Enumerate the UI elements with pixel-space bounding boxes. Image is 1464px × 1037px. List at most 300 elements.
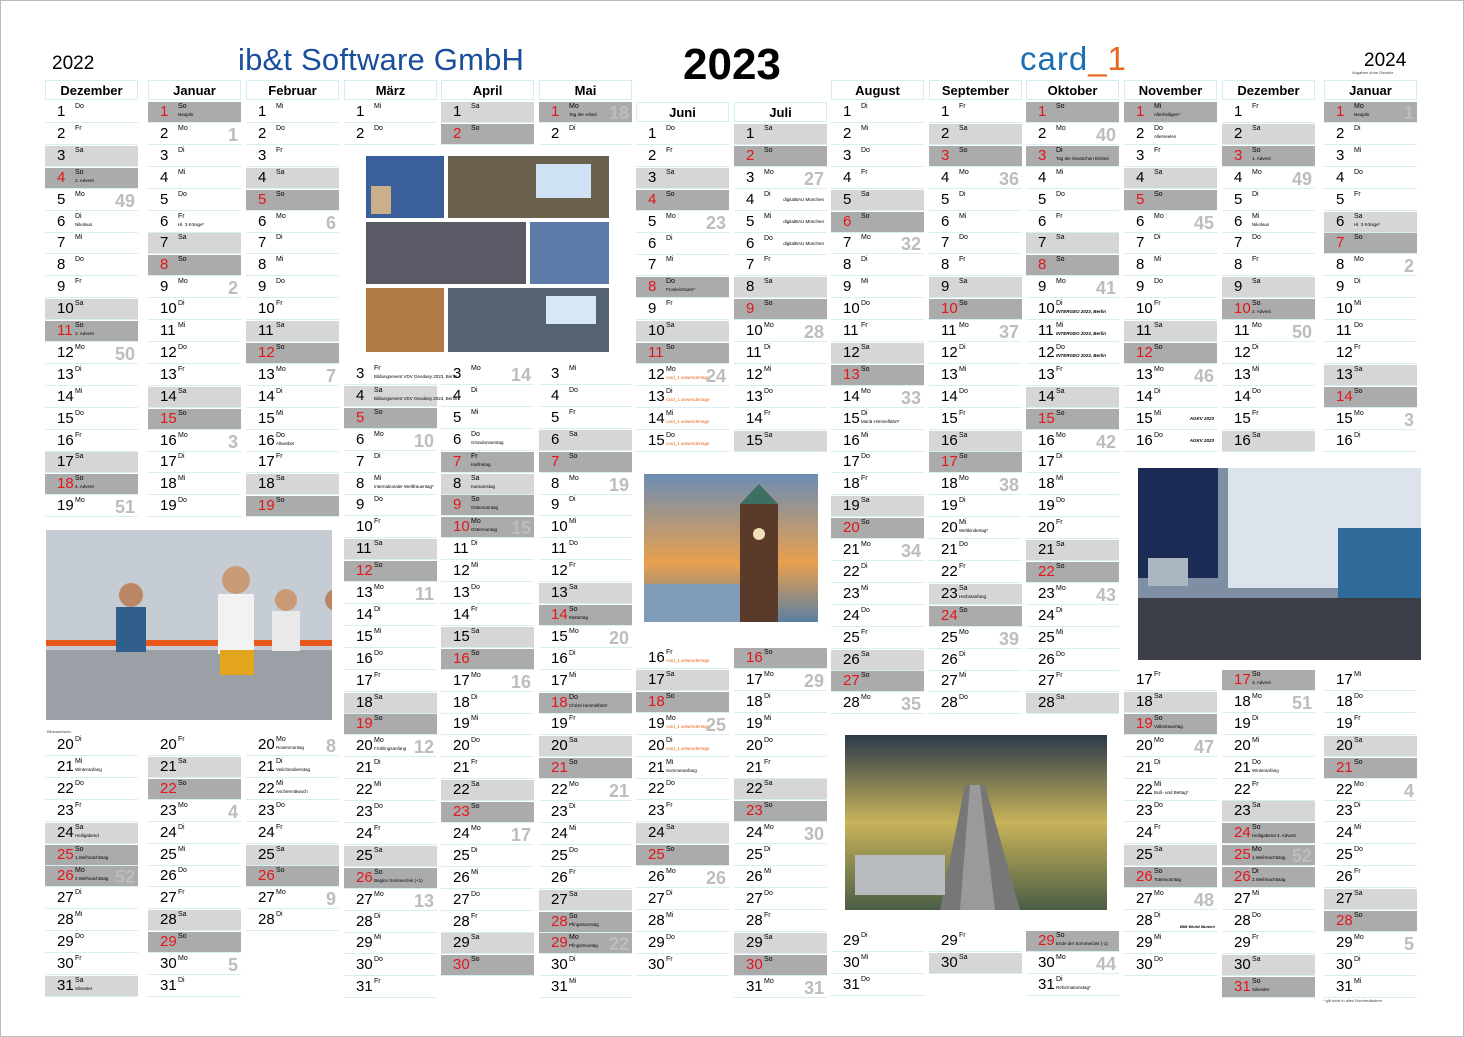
card1-logo-suffix: _1 bbox=[1088, 40, 1127, 77]
day-number: 10 bbox=[551, 518, 568, 536]
day-row bbox=[1324, 867, 1417, 888]
day-row bbox=[929, 584, 1022, 605]
day-row bbox=[45, 321, 138, 342]
day-number: 30 bbox=[1038, 953, 1055, 971]
weekday: Mo bbox=[959, 475, 969, 483]
day-row bbox=[344, 495, 437, 516]
day-number: 15 bbox=[843, 409, 860, 427]
weekday: Fr bbox=[178, 889, 185, 897]
day-row bbox=[831, 474, 924, 495]
day-row bbox=[929, 190, 1022, 211]
card1-logo-main: card bbox=[1020, 40, 1089, 77]
day-number: 14 bbox=[648, 409, 665, 427]
weekday: Sa bbox=[1354, 890, 1363, 897]
weekday: Fr bbox=[1056, 212, 1063, 220]
weekday: Di bbox=[178, 453, 185, 461]
day-row bbox=[344, 474, 437, 495]
day-row bbox=[246, 124, 339, 145]
day-number: 21 bbox=[648, 758, 665, 776]
day-note: AGKV 2023 bbox=[1189, 437, 1214, 443]
day-number: 27 bbox=[746, 889, 763, 907]
day-number: 13 bbox=[1234, 365, 1251, 383]
week-number: 37 bbox=[998, 322, 1019, 342]
day-row bbox=[1026, 628, 1119, 649]
day-number: 12 bbox=[453, 562, 470, 580]
weekday: Fr bbox=[276, 823, 283, 831]
weekday: Fr bbox=[1252, 409, 1259, 417]
weekday: Do bbox=[471, 890, 480, 898]
day-number: 13 bbox=[1038, 365, 1055, 383]
weekday: Fr bbox=[471, 452, 478, 460]
weekday: So bbox=[569, 452, 578, 460]
day-row bbox=[148, 735, 241, 756]
weekday: Di bbox=[959, 343, 966, 351]
day-row bbox=[1324, 190, 1417, 211]
day-number: 8 bbox=[57, 256, 66, 274]
day-note: Winteranfang bbox=[75, 766, 102, 772]
day-row bbox=[539, 671, 632, 692]
day-number: 31 bbox=[1336, 977, 1353, 995]
day-row bbox=[1222, 889, 1315, 910]
day-number: 12 bbox=[1234, 343, 1251, 361]
day-row bbox=[636, 234, 729, 255]
weekday: Fr bbox=[374, 978, 381, 986]
weekday: Do bbox=[1154, 955, 1163, 963]
day-row bbox=[539, 780, 632, 801]
day-row bbox=[734, 168, 827, 189]
day-number: 1 bbox=[746, 125, 755, 142]
weekday: Do bbox=[1056, 190, 1065, 198]
weekday: Fr bbox=[75, 955, 82, 962]
day-row bbox=[539, 430, 632, 451]
weekday: So bbox=[861, 672, 870, 680]
week-number: 28 bbox=[803, 322, 824, 343]
day-number: 9 bbox=[1336, 278, 1345, 296]
weekday: Mi bbox=[666, 911, 674, 919]
day-number: 11 bbox=[57, 322, 73, 339]
weekday: Fr bbox=[1056, 519, 1063, 527]
weekday: Di bbox=[276, 757, 283, 765]
day-number: 4 bbox=[258, 168, 267, 186]
day-row bbox=[344, 714, 437, 735]
day-number: 20 bbox=[160, 736, 177, 753]
day-note: digitalBAU München bbox=[783, 240, 824, 246]
day-number: 10 bbox=[1038, 300, 1055, 318]
day-row bbox=[734, 146, 827, 167]
weekday: So bbox=[959, 300, 968, 308]
day-row bbox=[539, 102, 632, 123]
day-number: 23 bbox=[258, 801, 275, 819]
day-row bbox=[344, 539, 437, 560]
weekday: Sa bbox=[178, 387, 187, 395]
day-number: 6 bbox=[356, 430, 365, 448]
day-row bbox=[1222, 801, 1315, 822]
day-number: 18 bbox=[1234, 692, 1251, 710]
day-note: INTERGEO 2023, Berlin bbox=[1056, 309, 1107, 315]
day-row bbox=[539, 408, 632, 429]
day-row bbox=[45, 365, 138, 386]
day-note: Allerseelen bbox=[1154, 133, 1177, 139]
weekday: So bbox=[861, 365, 870, 373]
day-row bbox=[1026, 233, 1119, 254]
weekday: Mi bbox=[1354, 824, 1362, 832]
week-number: 47 bbox=[1193, 736, 1214, 757]
weekday: Mo bbox=[569, 103, 579, 110]
weekday: Di bbox=[1056, 975, 1063, 983]
day-row bbox=[539, 933, 632, 954]
day-row bbox=[1026, 540, 1119, 561]
day-number: 9 bbox=[1234, 278, 1243, 296]
day-number: 7 bbox=[57, 234, 66, 252]
weekday: Sa bbox=[764, 278, 773, 286]
day-number: 2 bbox=[551, 124, 560, 142]
day-number: 3 bbox=[941, 146, 950, 164]
weekday: So bbox=[1354, 387, 1363, 395]
day-number: 20 bbox=[57, 736, 74, 753]
weekday: Di bbox=[471, 540, 478, 548]
day-row bbox=[344, 102, 437, 123]
day-number: 1 bbox=[356, 103, 365, 120]
day-row bbox=[246, 212, 339, 233]
day-row bbox=[1026, 212, 1119, 233]
weekday: So bbox=[1056, 932, 1065, 939]
weekday: Do bbox=[959, 694, 968, 702]
weekday: Sa bbox=[1154, 322, 1163, 329]
day-number: 29 bbox=[746, 933, 763, 951]
weekday: Sa bbox=[75, 976, 84, 984]
day-number: 24 bbox=[648, 824, 665, 842]
day-number: 22 bbox=[941, 562, 958, 580]
day-row bbox=[45, 801, 138, 822]
weekday: Mo bbox=[861, 694, 871, 702]
day-number: 23 bbox=[1234, 802, 1251, 820]
weekday: Sa bbox=[1154, 168, 1163, 176]
day-row bbox=[539, 386, 632, 407]
day-number: 19 bbox=[648, 714, 665, 732]
day-row bbox=[734, 758, 827, 779]
weekday: Do bbox=[666, 933, 675, 941]
day-number: 27 bbox=[648, 889, 665, 907]
day-number: 28 bbox=[1136, 911, 1153, 929]
day-row bbox=[1026, 190, 1119, 211]
day-number: 14 bbox=[453, 605, 470, 623]
day-row bbox=[831, 277, 924, 298]
weekday: Do bbox=[861, 606, 870, 614]
day-number: 20 bbox=[843, 519, 860, 537]
day-row bbox=[1324, 277, 1417, 298]
day-number: 13 bbox=[1336, 365, 1353, 383]
day-number: 21 bbox=[843, 541, 860, 558]
day-row bbox=[539, 977, 632, 998]
day-row bbox=[929, 299, 1022, 320]
marathon-runners-photo bbox=[46, 530, 332, 720]
day-number: 19 bbox=[1336, 714, 1353, 732]
weekday: Mi bbox=[861, 953, 869, 961]
weekday: Di bbox=[75, 736, 82, 743]
weekday: Do bbox=[764, 889, 773, 897]
day-row bbox=[246, 496, 339, 517]
weekday: Mo bbox=[276, 736, 286, 743]
day-number: 1 bbox=[1336, 103, 1345, 120]
weekday: Sa bbox=[1154, 692, 1163, 700]
day-number: 6 bbox=[843, 212, 852, 230]
day-number: 28 bbox=[1336, 911, 1353, 929]
weekday: Di bbox=[1154, 911, 1161, 919]
day-row bbox=[734, 234, 827, 255]
day-row bbox=[734, 779, 827, 800]
day-number: 2 bbox=[1038, 124, 1047, 142]
day-number: 16 bbox=[1038, 431, 1055, 449]
weekday: Mo bbox=[1354, 780, 1364, 788]
day-note: Muttertag bbox=[569, 614, 589, 620]
day-row bbox=[539, 605, 632, 626]
week-number: 20 bbox=[608, 627, 629, 648]
week-number: 1 bbox=[227, 124, 238, 145]
weekday: Sa bbox=[471, 781, 480, 789]
day-row bbox=[1124, 365, 1217, 386]
day-row bbox=[45, 299, 138, 320]
weekday: Mo bbox=[374, 890, 384, 898]
weekday: Sa bbox=[1252, 955, 1261, 963]
footnote: * gilt nicht in allen Bundesländern bbox=[1323, 998, 1383, 1003]
day-number: 26 bbox=[1234, 868, 1251, 886]
day-row bbox=[45, 823, 138, 844]
day-row bbox=[45, 888, 138, 909]
week-number: 3 bbox=[227, 431, 238, 452]
day-row bbox=[734, 823, 827, 844]
day-row bbox=[636, 124, 729, 145]
weekday: Fr bbox=[861, 475, 868, 483]
weekday: So bbox=[569, 605, 578, 613]
day-number: 4 bbox=[453, 386, 462, 404]
day-number: 12 bbox=[57, 343, 74, 361]
day-number: 17 bbox=[1336, 671, 1353, 688]
day-number: 10 bbox=[453, 518, 470, 536]
day-row bbox=[344, 671, 437, 692]
weekday: So bbox=[861, 212, 870, 220]
weekday: Mi bbox=[178, 475, 186, 483]
day-row bbox=[1124, 692, 1217, 713]
weekday: Di bbox=[569, 649, 576, 657]
weekday: Mi bbox=[666, 409, 674, 417]
day-number: 14 bbox=[941, 387, 958, 405]
day-row bbox=[1026, 693, 1119, 714]
day-row bbox=[929, 931, 1022, 952]
day-number: 5 bbox=[160, 190, 169, 208]
day-row bbox=[441, 890, 534, 911]
day-row bbox=[148, 146, 241, 167]
weekday: Do bbox=[374, 803, 383, 810]
day-row bbox=[1324, 299, 1417, 320]
month-name: November bbox=[1124, 80, 1217, 100]
day-number: 16 bbox=[746, 649, 763, 666]
day-number: 10 bbox=[57, 300, 74, 318]
weekday: So bbox=[1056, 103, 1065, 110]
day-row bbox=[929, 233, 1022, 254]
day-row bbox=[441, 802, 534, 823]
day-note: Neujahr bbox=[178, 112, 194, 117]
day-number: 27 bbox=[160, 889, 177, 907]
day-row bbox=[539, 627, 632, 648]
weekday: Mi bbox=[276, 779, 284, 787]
day-row bbox=[344, 627, 437, 648]
day-number: 28 bbox=[746, 911, 763, 929]
weekday: Mi bbox=[276, 409, 284, 417]
day-note: Nikolaus bbox=[75, 221, 93, 227]
day-row bbox=[734, 387, 827, 408]
weekday: So bbox=[178, 933, 187, 941]
weekday: Mi bbox=[1252, 212, 1260, 220]
day-row bbox=[148, 496, 241, 517]
day-number: 17 bbox=[1234, 671, 1251, 688]
weekday: Sa bbox=[1252, 124, 1261, 132]
day-number: 21 bbox=[1038, 541, 1055, 558]
day-row bbox=[636, 431, 729, 452]
week-number: 40 bbox=[1095, 124, 1116, 145]
weekday: Mi bbox=[569, 671, 577, 679]
day-number: 13 bbox=[1136, 365, 1153, 383]
weekday: Di bbox=[374, 605, 381, 613]
day-number: 2 bbox=[160, 124, 169, 142]
weekday: Mo bbox=[178, 955, 188, 962]
weekday: Mi bbox=[178, 322, 186, 329]
day-row bbox=[1324, 255, 1417, 276]
weekday: Fr bbox=[374, 671, 381, 679]
weekday: Di bbox=[178, 146, 185, 154]
day-number: 11 bbox=[453, 540, 469, 558]
weekday: So bbox=[75, 845, 84, 853]
day-row bbox=[831, 452, 924, 473]
day-row bbox=[1222, 736, 1315, 757]
day-row bbox=[1222, 102, 1315, 123]
day-number: 30 bbox=[941, 953, 958, 971]
day-row bbox=[246, 888, 339, 909]
day-number: 8 bbox=[160, 256, 169, 274]
day-row bbox=[1124, 801, 1217, 822]
day-number: 18 bbox=[941, 475, 958, 493]
weekday: Mo bbox=[1252, 692, 1262, 700]
day-row bbox=[636, 168, 729, 189]
day-number: 27 bbox=[1038, 672, 1055, 690]
weekday: Mo bbox=[1056, 584, 1066, 592]
weekday: Fr bbox=[75, 278, 82, 286]
weekday: Di bbox=[1354, 802, 1361, 810]
day-number: 2 bbox=[1136, 124, 1145, 142]
weekday: Sa bbox=[666, 824, 675, 832]
day-number: 6 bbox=[941, 212, 950, 230]
day-row bbox=[1222, 321, 1315, 342]
day-row bbox=[441, 452, 534, 473]
day-row bbox=[636, 277, 729, 298]
day-row bbox=[1124, 387, 1217, 408]
day-row bbox=[1324, 736, 1417, 757]
weekday: Sa bbox=[75, 300, 84, 308]
day-row bbox=[1124, 321, 1217, 342]
day-number: 13 bbox=[941, 365, 958, 383]
day-row bbox=[45, 452, 138, 473]
day-number: 17 bbox=[648, 670, 665, 688]
weekday: So bbox=[1056, 256, 1065, 264]
day-note: Internationaler Weltfrauentag* bbox=[374, 483, 434, 489]
day-number: 28 bbox=[1038, 694, 1055, 712]
weekday: Mi bbox=[1354, 977, 1362, 985]
day-number: 28 bbox=[57, 911, 74, 929]
weekday: So bbox=[666, 344, 675, 351]
day-note: Buß- und Bettag* bbox=[1154, 789, 1189, 795]
day-number: 29 bbox=[551, 934, 568, 952]
day-note: Altweiber bbox=[276, 440, 295, 446]
weekday: Mi bbox=[374, 103, 382, 110]
weekday: Di bbox=[666, 736, 673, 744]
day-number: 24 bbox=[1038, 606, 1055, 624]
day-row bbox=[831, 102, 924, 123]
day-number: 15 bbox=[551, 627, 568, 645]
weekday: So bbox=[1252, 977, 1261, 985]
day-number: 29 bbox=[843, 932, 860, 949]
day-row bbox=[344, 780, 437, 801]
week-number: 4 bbox=[1403, 780, 1414, 801]
day-row bbox=[45, 387, 138, 408]
day-number: 15 bbox=[1038, 409, 1055, 427]
day-note: Hl. 3 Könige* bbox=[178, 221, 205, 227]
day-row bbox=[636, 736, 729, 757]
weekday: Sa bbox=[764, 431, 773, 439]
day-number: 5 bbox=[258, 190, 267, 208]
weekday: Sa bbox=[471, 103, 480, 110]
day-row bbox=[1222, 692, 1315, 713]
week-number: 9 bbox=[325, 889, 336, 910]
weekday: Do bbox=[178, 497, 187, 505]
weekday: So bbox=[1056, 409, 1065, 417]
day-row bbox=[1222, 780, 1315, 801]
day-row bbox=[246, 387, 339, 408]
day-number: 14 bbox=[258, 387, 275, 405]
weekday: Mo bbox=[959, 168, 969, 176]
weekday: Di bbox=[569, 956, 576, 964]
day-number: 23 bbox=[160, 801, 177, 819]
day-number: 9 bbox=[453, 496, 462, 514]
day-row bbox=[1026, 650, 1119, 671]
day-row bbox=[1222, 670, 1315, 691]
day-row bbox=[441, 495, 534, 516]
day-number: 5 bbox=[648, 212, 657, 230]
weekday: Di bbox=[75, 212, 82, 220]
day-row bbox=[1324, 387, 1417, 408]
day-row bbox=[1324, 431, 1417, 452]
day-number: 9 bbox=[843, 278, 852, 296]
weekday: Mi bbox=[1354, 671, 1362, 678]
day-note: Beginn Sommerzeit (+1) bbox=[374, 877, 423, 883]
day-note: Nikolaus bbox=[1252, 221, 1270, 227]
day-number: 1 bbox=[258, 103, 267, 120]
day-row bbox=[929, 255, 1022, 276]
previous-year-label: 2022 bbox=[52, 53, 95, 74]
day-number: 17 bbox=[941, 453, 958, 471]
day-row bbox=[148, 299, 241, 320]
day-number: 6 bbox=[648, 234, 657, 252]
week-number: 21 bbox=[608, 781, 629, 802]
weekday: Sa bbox=[861, 190, 870, 198]
weekday: Mo bbox=[1056, 278, 1066, 286]
day-number: 23 bbox=[551, 803, 568, 820]
day-number: 18 bbox=[356, 693, 373, 711]
weekday: Fr bbox=[569, 408, 576, 416]
day-note: Herbstanfang bbox=[959, 593, 987, 599]
weekday: Mo bbox=[471, 671, 481, 679]
day-number: 3 bbox=[551, 365, 560, 382]
day-number: 30 bbox=[1234, 955, 1251, 973]
weekday: Mi bbox=[178, 168, 186, 176]
